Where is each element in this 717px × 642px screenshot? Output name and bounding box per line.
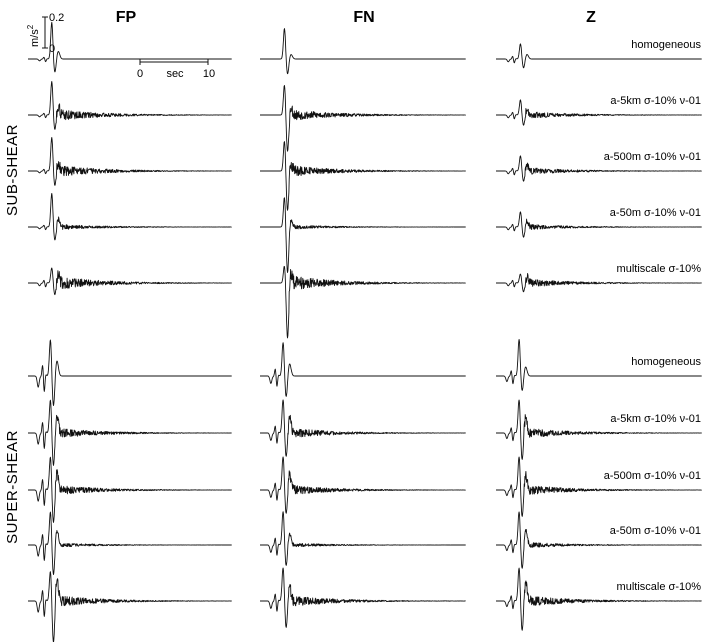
row-label-part: a-500m bbox=[603, 470, 645, 482]
row-label-part: -10% bbox=[675, 581, 701, 593]
row-label-part: ν bbox=[679, 525, 686, 537]
row-label-part: ν bbox=[679, 413, 686, 425]
row-label-part: -01 bbox=[685, 95, 701, 107]
row-label-part: σ bbox=[644, 525, 651, 537]
column-title-fp: FP bbox=[115, 9, 137, 26]
row-label-part: ν bbox=[679, 151, 686, 163]
trace-sub-shear-fn-row-4 bbox=[260, 198, 466, 273]
trace-sub-shear-fp-row-5 bbox=[28, 268, 232, 295]
time-tick-start: 0 bbox=[136, 68, 144, 80]
amplitude-unit-base: m/s bbox=[29, 29, 41, 47]
row-label-super-shear-3 bbox=[604, 470, 701, 482]
row-label-sub-shear-2 bbox=[610, 95, 701, 107]
row-label-part: σ bbox=[644, 470, 651, 482]
row-label-part: multiscale bbox=[616, 581, 669, 593]
trace-super-shear-fn-row-1 bbox=[260, 343, 466, 397]
row-label-part: -10% bbox=[675, 263, 701, 275]
trace-super-shear-fn-row-4 bbox=[260, 512, 466, 566]
trace-super-shear-fp-row-4 bbox=[28, 512, 232, 574]
row-label-part: σ bbox=[644, 151, 651, 163]
row-label-part: ν bbox=[679, 470, 686, 482]
trace-super-shear-fp-row-5 bbox=[28, 572, 232, 642]
trace-super-shear-fp-row-1 bbox=[28, 340, 232, 406]
row-label-part: multiscale bbox=[616, 263, 669, 275]
amplitude-unit-exp: 2 bbox=[26, 24, 35, 30]
row-label-part: -01 bbox=[685, 207, 701, 219]
row-label-part: -01 bbox=[685, 525, 701, 537]
row-label-part: a-50m bbox=[609, 525, 645, 537]
row-label-part: σ bbox=[644, 207, 651, 219]
trace-super-shear-z-row-4 bbox=[496, 512, 702, 568]
time-tick-end: 10 bbox=[202, 68, 216, 80]
row-label-sub-shear-1 bbox=[631, 39, 701, 51]
row-label-part: -10% bbox=[650, 151, 680, 163]
row-label-part: homogeneous bbox=[631, 356, 701, 368]
row-label-part: -01 bbox=[685, 470, 701, 482]
row-label-part: σ bbox=[644, 413, 651, 425]
trace-sub-shear-fn-row-5 bbox=[260, 266, 466, 338]
row-label-part: -10% bbox=[650, 95, 680, 107]
trace-sub-shear-fn-row-2 bbox=[260, 86, 466, 152]
group-label-sub-shear: SUB-SHEAR bbox=[4, 123, 21, 217]
traces-layer bbox=[28, 22, 702, 642]
row-label-sub-shear-3 bbox=[604, 151, 701, 163]
trace-super-shear-fp-row-2 bbox=[28, 400, 232, 465]
trace-super-shear-z-row-2 bbox=[496, 400, 702, 459]
row-label-sub-shear-4 bbox=[610, 207, 701, 219]
trace-super-shear-z-row-5 bbox=[496, 568, 702, 630]
row-label-part: -01 bbox=[685, 413, 701, 425]
row-label-part: -10% bbox=[650, 525, 680, 537]
row-label-part: σ bbox=[644, 95, 651, 107]
trace-sub-shear-fp-row-2 bbox=[28, 82, 232, 130]
row-label-super-shear-5 bbox=[617, 581, 702, 593]
row-label-part: homogeneous bbox=[631, 39, 701, 51]
row-label-part: ν bbox=[679, 207, 686, 219]
row-label-part: σ bbox=[668, 263, 676, 275]
row-label-part: a-5km bbox=[610, 413, 645, 425]
time-scale-bar bbox=[137, 59, 215, 80]
row-label-super-shear-1 bbox=[631, 356, 701, 368]
trace-super-shear-z-row-3 bbox=[496, 457, 702, 516]
row-label-super-shear-2 bbox=[610, 413, 701, 425]
row-label-super-shear-4 bbox=[610, 525, 701, 537]
trace-super-shear-fn-row-3 bbox=[260, 457, 466, 513]
row-label-part: a-500m bbox=[603, 151, 645, 163]
trace-super-shear-fn-row-2 bbox=[260, 400, 466, 456]
time-unit: sec bbox=[166, 68, 184, 80]
amplitude-unit bbox=[26, 24, 41, 47]
row-label-part: -01 bbox=[685, 151, 701, 163]
trace-sub-shear-fp-row-3 bbox=[28, 138, 232, 186]
row-label-part: a-50m bbox=[609, 207, 645, 219]
amplitude-tick-top: 0.2 bbox=[49, 12, 65, 24]
trace-sub-shear-fn-row-1 bbox=[260, 29, 466, 74]
row-label-sub-shear-5 bbox=[617, 263, 702, 275]
column-title-z: Z bbox=[586, 9, 596, 26]
trace-super-shear-fp-row-3 bbox=[28, 457, 232, 522]
row-label-part: -10% bbox=[650, 207, 680, 219]
trace-sub-shear-z-row-5 bbox=[496, 274, 702, 292]
row-label-part: σ bbox=[668, 581, 676, 593]
row-label-part: ν bbox=[679, 95, 686, 107]
trace-sub-shear-fn-row-3 bbox=[260, 142, 466, 211]
row-label-part: -10% bbox=[650, 413, 680, 425]
trace-sub-shear-fp-row-1 bbox=[28, 22, 232, 72]
column-title-fn: FN bbox=[353, 9, 375, 26]
row-labels-layer bbox=[604, 39, 702, 593]
row-label-part: -10% bbox=[650, 470, 680, 482]
group-label-super-shear: SUPER-SHEAR bbox=[4, 430, 21, 544]
trace-sub-shear-fp-row-4 bbox=[28, 193, 232, 240]
row-label-part: a-5km bbox=[610, 95, 645, 107]
amplitude-scale-bar bbox=[26, 12, 64, 55]
trace-super-shear-fn-row-5 bbox=[260, 568, 466, 627]
amplitude-tick-bottom: 0 bbox=[49, 43, 56, 55]
